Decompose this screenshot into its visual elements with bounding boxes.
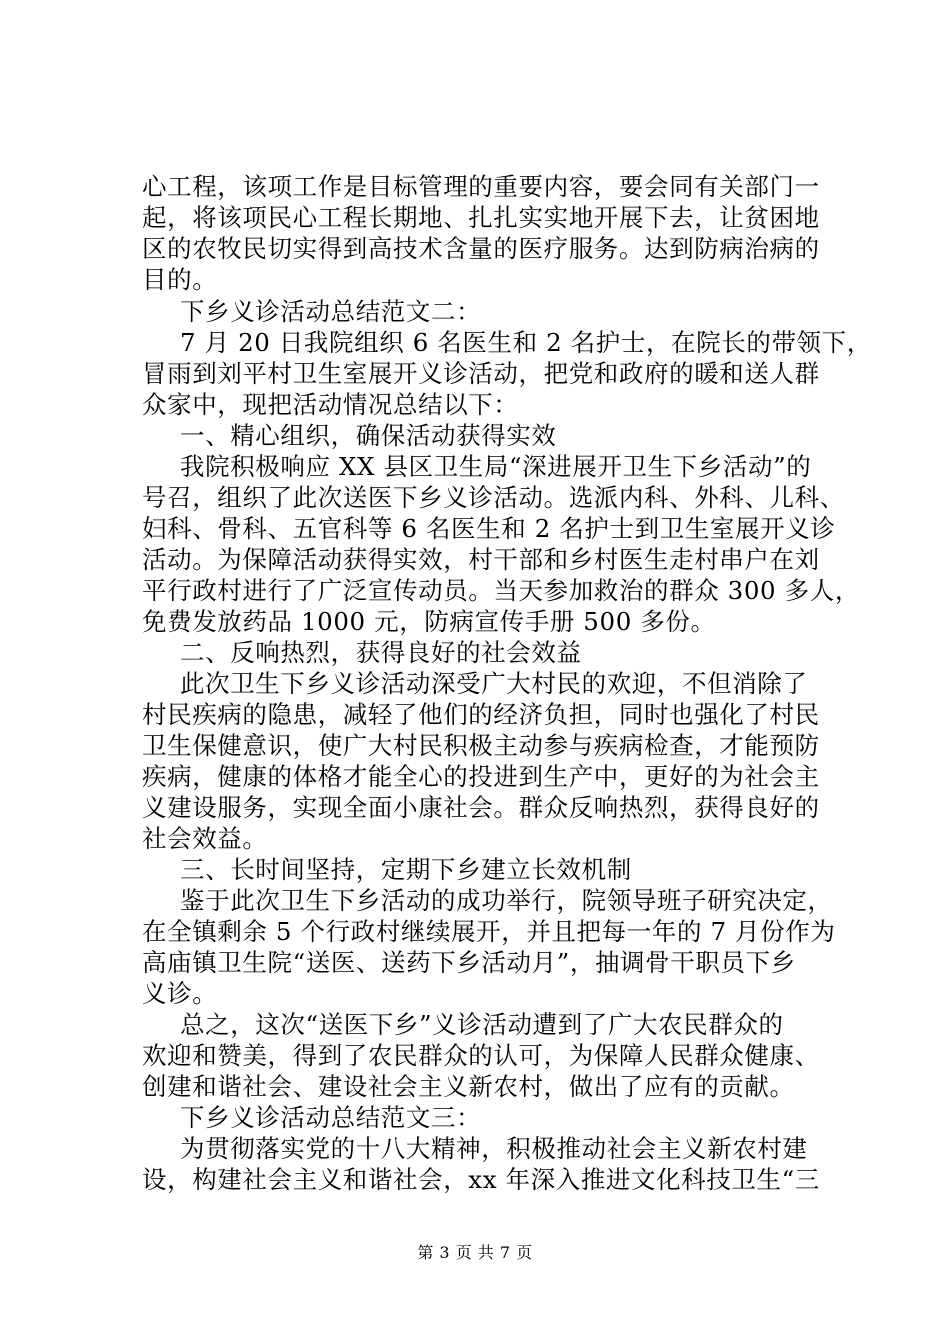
text-line: 号召，组织了此次送医下乡义诊活动。选派内科、外科、儿科、: [142, 483, 845, 512]
text-line: 在全镇剩余 5 个行政村继续展开，并且把每一年的 7 月份作为: [142, 917, 836, 946]
text-line: 免费发放药品 1000 元，防病宣传手册 500 多份。: [142, 607, 716, 636]
text-line: 总之，这次“送医下乡”义诊活动遭到了广大农民群众的: [180, 1010, 784, 1039]
text-line: 卫生保健意识，使广大村民积极主动参与疾病检查，才能预防: [142, 731, 820, 760]
text-line: 我院积极响应 XX 县区卫生局“深进展开卫生下乡活动”的: [180, 452, 812, 481]
text-line: 活动。为保障活动获得实效，村干部和乡村医生走村串户在刘: [142, 545, 820, 574]
text-line: 高庙镇卫生院“送医、送药下乡活动月”，抽调骨干职员下乡: [142, 948, 796, 977]
text-line: 欢迎和赞美，得到了农民群众的认可，为保障人民群众健康、: [142, 1041, 820, 1070]
subsection-heading: 三、长时间坚持，定期下乡建立长效机制: [180, 855, 632, 884]
text-line: 村民疾病的隐患，减轻了他们的经济负担，同时也强化了村民: [142, 700, 820, 729]
text-line: 义诊。: [142, 979, 218, 1008]
section-heading: 下乡义诊活动总结范文三：: [180, 1103, 482, 1132]
text-line: 疾病，健康的体格才能全心的投进到生产中，更好的为社会主: [142, 762, 820, 791]
text-line: 为贯彻落实党的十八大精神，积极推动社会主义新农村建: [180, 1134, 808, 1163]
page-number: 第 3 页 共 7 页: [417, 1243, 533, 1262]
text-line: 社会效益。: [142, 824, 268, 853]
subsection-heading: 二、反响热烈，获得良好的社会效益: [180, 638, 582, 667]
section-heading: 下乡义诊活动总结范文二：: [180, 297, 482, 326]
text-line: 心工程，该项工作是目标管理的重要内容，要会同有关部门一: [142, 172, 820, 201]
text-line: 此次卫生下乡义诊活动深受广大村民的欢迎，不但消除了: [180, 669, 808, 698]
text-line: 平行政村进行了广泛宣传动员。当天参加救治的群众 300 多人，: [142, 576, 860, 605]
text-line: 创建和谐社会、建设社会主义新农村，做出了应有的贡献。: [142, 1072, 795, 1101]
text-line: 设，构建社会主义和谐社会，xx 年深入推进文化科技卫生“三: [142, 1165, 820, 1194]
text-line: 起，将该项民心工程长期地、扎扎实实地开展下去，让贫困地: [142, 203, 820, 232]
text-line: 目的。: [142, 265, 218, 294]
text-line: 区的农牧民切实得到高技术含量的医疗服务。达到防病治病的: [142, 234, 820, 263]
text-line: 鉴于此次卫生下乡活动的成功举行，院领导班子研究决定，: [180, 886, 833, 915]
subsection-heading: 一、精心组织，确保活动获得实效: [180, 421, 557, 450]
text-line: 义建设服务，实现全面小康社会。群众反响热烈，获得良好的: [142, 793, 820, 822]
text-line: 众家中，现把活动情况总结以下：: [142, 390, 519, 419]
text-line: 7 月 20 日我院组织 6 名医生和 2 名护士，在院长的带领下，: [180, 328, 872, 357]
text-line: 冒雨到刘平村卫生室展开义诊活动，把党和政府的暖和送人群: [142, 359, 820, 388]
text-line: 妇科、骨科、五官科等 6 名医生和 2 名护士到卫生室展开义诊: [142, 514, 836, 543]
